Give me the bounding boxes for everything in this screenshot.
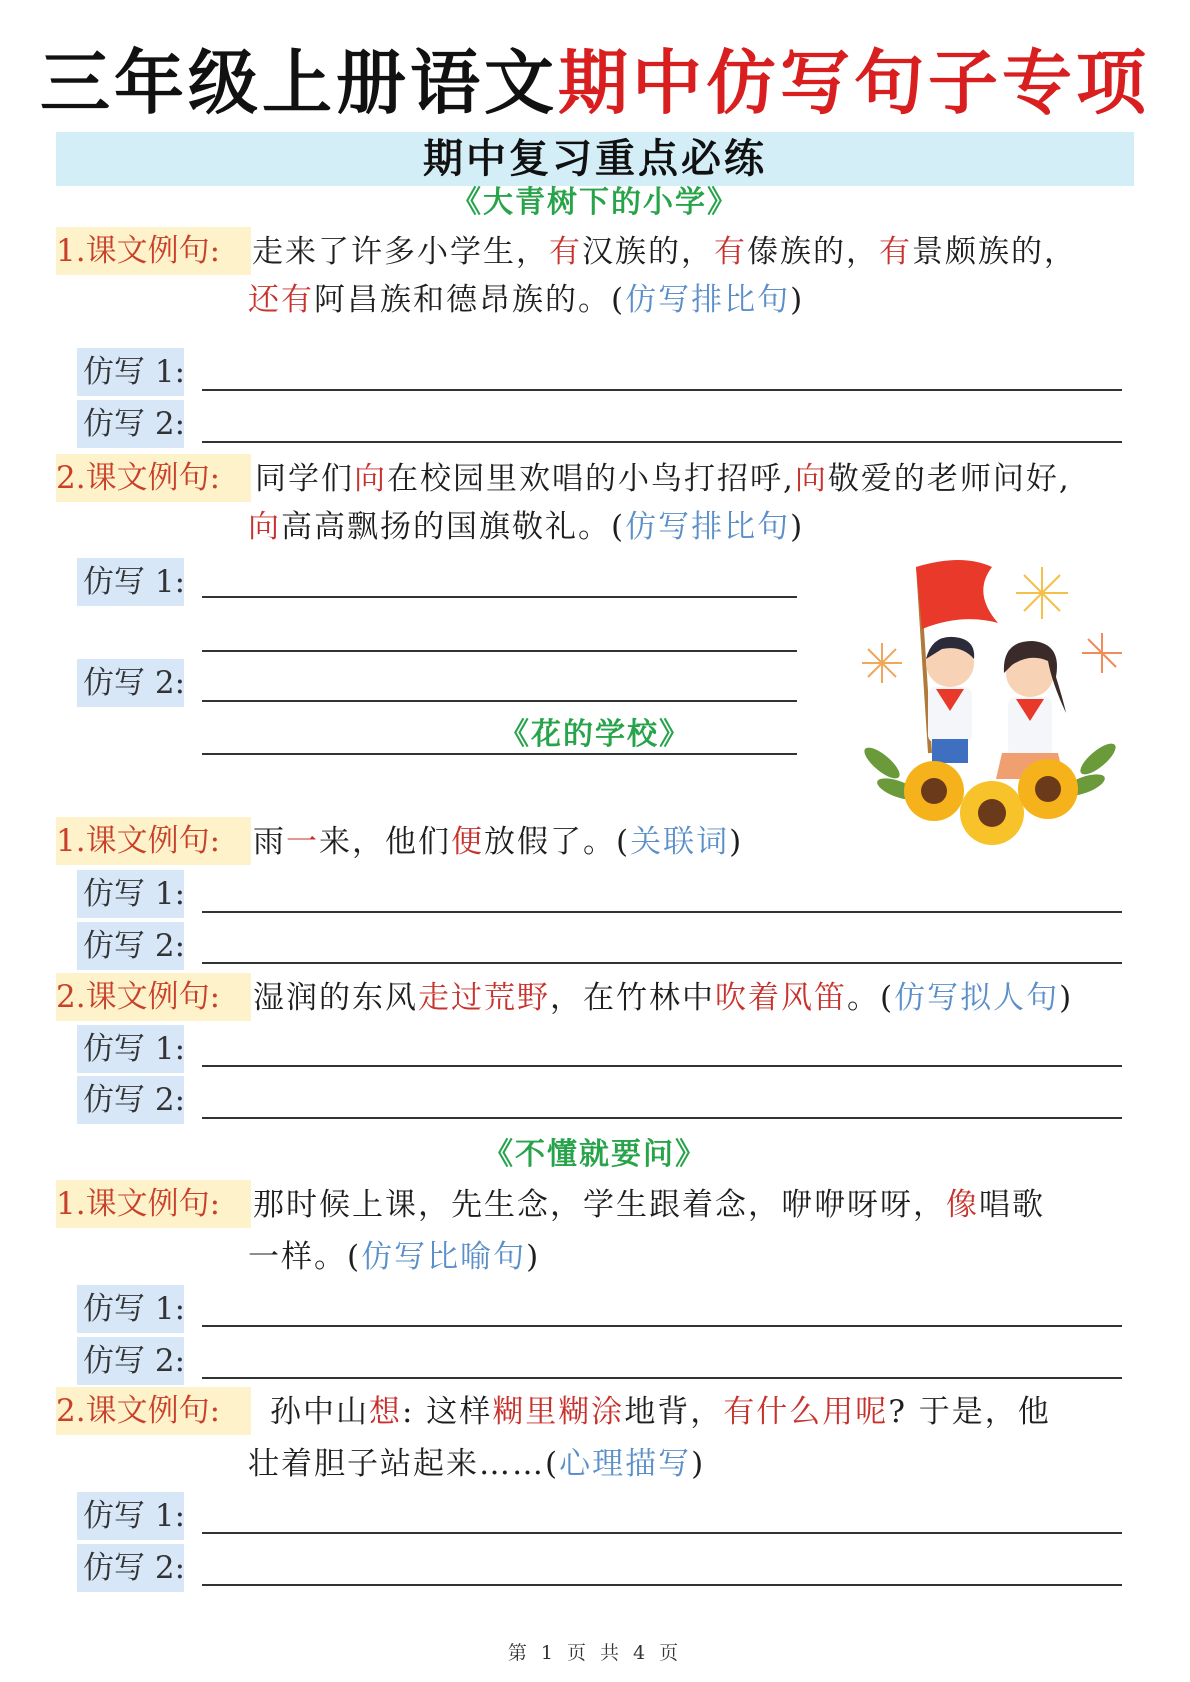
answer-line[interactable] (202, 1325, 1122, 1327)
sentence-fragment: 走过荒野 (418, 980, 550, 1016)
sentence-fragment: 仿写排比句 (625, 282, 791, 318)
answer-line[interactable] (202, 700, 797, 702)
lesson-title-2: 《花的学校》 (499, 717, 691, 752)
practice-label-1: 仿写 1: (77, 348, 184, 396)
practice-label-2: 仿写 2: (77, 1337, 184, 1385)
sentence-fragment: 那时候上课，先生念，学生跟着念，咿咿呀呀， (253, 1187, 946, 1223)
sentence-fragment: 放假了。( (484, 824, 631, 860)
sentence-fragment: 仿写比喻句 (361, 1239, 527, 1275)
sentence-fragment: 向 (354, 461, 387, 497)
sentence-fragment: ) (790, 509, 805, 545)
sentence-fragment: 高高飘扬的国旗敬礼。( (281, 509, 626, 545)
sentence-fragment: ) (691, 1446, 706, 1482)
sentence-fragment: 有什么用呢 (723, 1394, 889, 1430)
sentence-fragment: 有 (549, 234, 582, 270)
example-label: 2.课文例句: (56, 454, 251, 502)
answer-line[interactable] (202, 650, 797, 652)
lesson-title-1: 《大青树下的小学》 (451, 185, 739, 220)
answer-line[interactable] (202, 962, 1122, 964)
sentence-fragment: ，在竹林中 (550, 980, 715, 1016)
practice-label-2: 仿写 2: (77, 1076, 184, 1124)
sentence-fragment: 来，他们 (319, 824, 451, 860)
sentence-fragment: 傣族的， (747, 234, 879, 270)
example-sentence-line1 (253, 1185, 1045, 1225)
firework-top-right-icon (1016, 567, 1068, 619)
practice-label-2: 仿写 2: (77, 922, 184, 970)
answer-line[interactable] (202, 1584, 1122, 1586)
sentence-fragment: 在校园里欢唱的小鸟打招呼, (387, 461, 795, 497)
sentence-fragment: : 这样 (402, 1394, 493, 1430)
sentence-fragment: ) (1059, 980, 1074, 1016)
sentence-fragment: 想 (369, 1394, 402, 1430)
answer-line[interactable] (202, 1532, 1122, 1534)
sentence-fragment: 仿写拟人句 (894, 980, 1060, 1016)
practice-label-1: 仿写 1: (77, 1492, 184, 1540)
practice-label-1: 仿写 1: (77, 870, 184, 918)
sentence-fragment: 阿昌族和德昂族的。( (314, 282, 626, 318)
answer-line[interactable] (202, 441, 1122, 443)
example-sentence-line1 (252, 232, 1077, 272)
sentence-fragment: 孙中山 (270, 1394, 369, 1430)
example-label: 2.课文例句: (56, 1387, 251, 1435)
subtitle-band: 期中复习重点必练 (56, 132, 1134, 186)
sentence-fragment: 有 (879, 234, 912, 270)
answer-line[interactable] (202, 1065, 1122, 1067)
sentence-fragment: 敬爱的老师问好, (827, 461, 1071, 497)
firework-left-icon (862, 643, 902, 683)
sentence-fragment: 像 (946, 1187, 979, 1223)
example-sentence-line2 (248, 280, 804, 320)
sentence-fragment: ) (790, 282, 805, 318)
practice-label-1: 仿写 1: (77, 1025, 184, 1073)
example-sentence-line2 (248, 1444, 705, 1484)
sentence-fragment: 景颇族的， (912, 234, 1077, 270)
example-label: 1.课文例句: (56, 227, 251, 275)
sentence-fragment: 糊里糊涂 (492, 1394, 625, 1430)
answer-line[interactable] (202, 1117, 1122, 1119)
sentence-fragment: 走来了许多小学生， (252, 234, 549, 270)
practice-label-2: 仿写 2: (77, 1544, 184, 1592)
sentence-fragment: 向 (794, 461, 828, 497)
sentence-fragment: 有 (714, 234, 747, 270)
example-sentence-line1 (253, 822, 743, 862)
sunflower-icon (904, 759, 1078, 845)
example-label: 1.课文例句: (56, 1180, 251, 1228)
sentence-fragment: 湿润的东风 (253, 980, 418, 1016)
sentence-fragment: 同学们 (255, 461, 354, 497)
sentence-fragment: 吹着风笛 (715, 980, 847, 1016)
example-sentence-line2 (248, 1237, 540, 1277)
example-sentence-line1 (270, 1392, 1051, 1432)
children-with-flag-illustration (852, 553, 1130, 853)
practice-label-1: 仿写 1: (77, 1285, 184, 1333)
firework-right-icon (1082, 633, 1122, 673)
answer-line[interactable] (202, 596, 797, 598)
sentence-fragment: 地背， (624, 1394, 724, 1430)
practice-label-2: 仿写 2: (77, 400, 184, 448)
page-footer: 第 1 页 共 4 页 (507, 1642, 683, 1664)
sentence-fragment: 仿写排比句 (625, 509, 791, 545)
practice-label-2: 仿写 2: (77, 659, 184, 707)
main-title (0, 38, 1190, 128)
sentence-fragment: 汉族的， (582, 234, 714, 270)
lesson-title-3: 《不懂就要问》 (483, 1137, 707, 1172)
practice-label-1: 仿写 1: (77, 558, 184, 606)
sentence-fragment: 心理描写 (559, 1446, 692, 1482)
example-label: 1.课文例句: (56, 817, 251, 865)
example-label: 2.课文例句: (56, 973, 251, 1021)
sentence-fragment: 唱歌 (979, 1187, 1045, 1223)
answer-line[interactable] (202, 911, 1122, 913)
main-title-black: 三年级上册语文 (40, 42, 558, 124)
example-sentence-line1 (255, 459, 1071, 499)
sentence-fragment: 一样。( (248, 1239, 362, 1275)
sentence-fragment: 。( (847, 980, 895, 1016)
example-sentence-line2 (248, 507, 804, 547)
sentence-fragment: 向 (248, 509, 281, 545)
sentence-fragment: ) (526, 1239, 541, 1275)
answer-line[interactable] (202, 389, 1122, 391)
main-title-red: 期中仿写句子专项 (558, 42, 1150, 124)
answer-line[interactable] (202, 1377, 1122, 1379)
sentence-fragment: 壮着胆子站起来……( (248, 1446, 560, 1482)
sentence-fragment: ? 于是，他 (888, 1394, 1051, 1430)
sentence-fragment: 雨 (253, 824, 286, 860)
sentence-fragment: ) (729, 824, 744, 860)
sentence-fragment: 关联词 (630, 824, 730, 860)
girl-icon (996, 641, 1066, 779)
sentence-fragment: 一 (286, 824, 319, 860)
sentence-fragment: 还有 (248, 282, 314, 318)
example-sentence-line1 (253, 978, 1073, 1018)
sentence-fragment: 便 (451, 824, 484, 860)
